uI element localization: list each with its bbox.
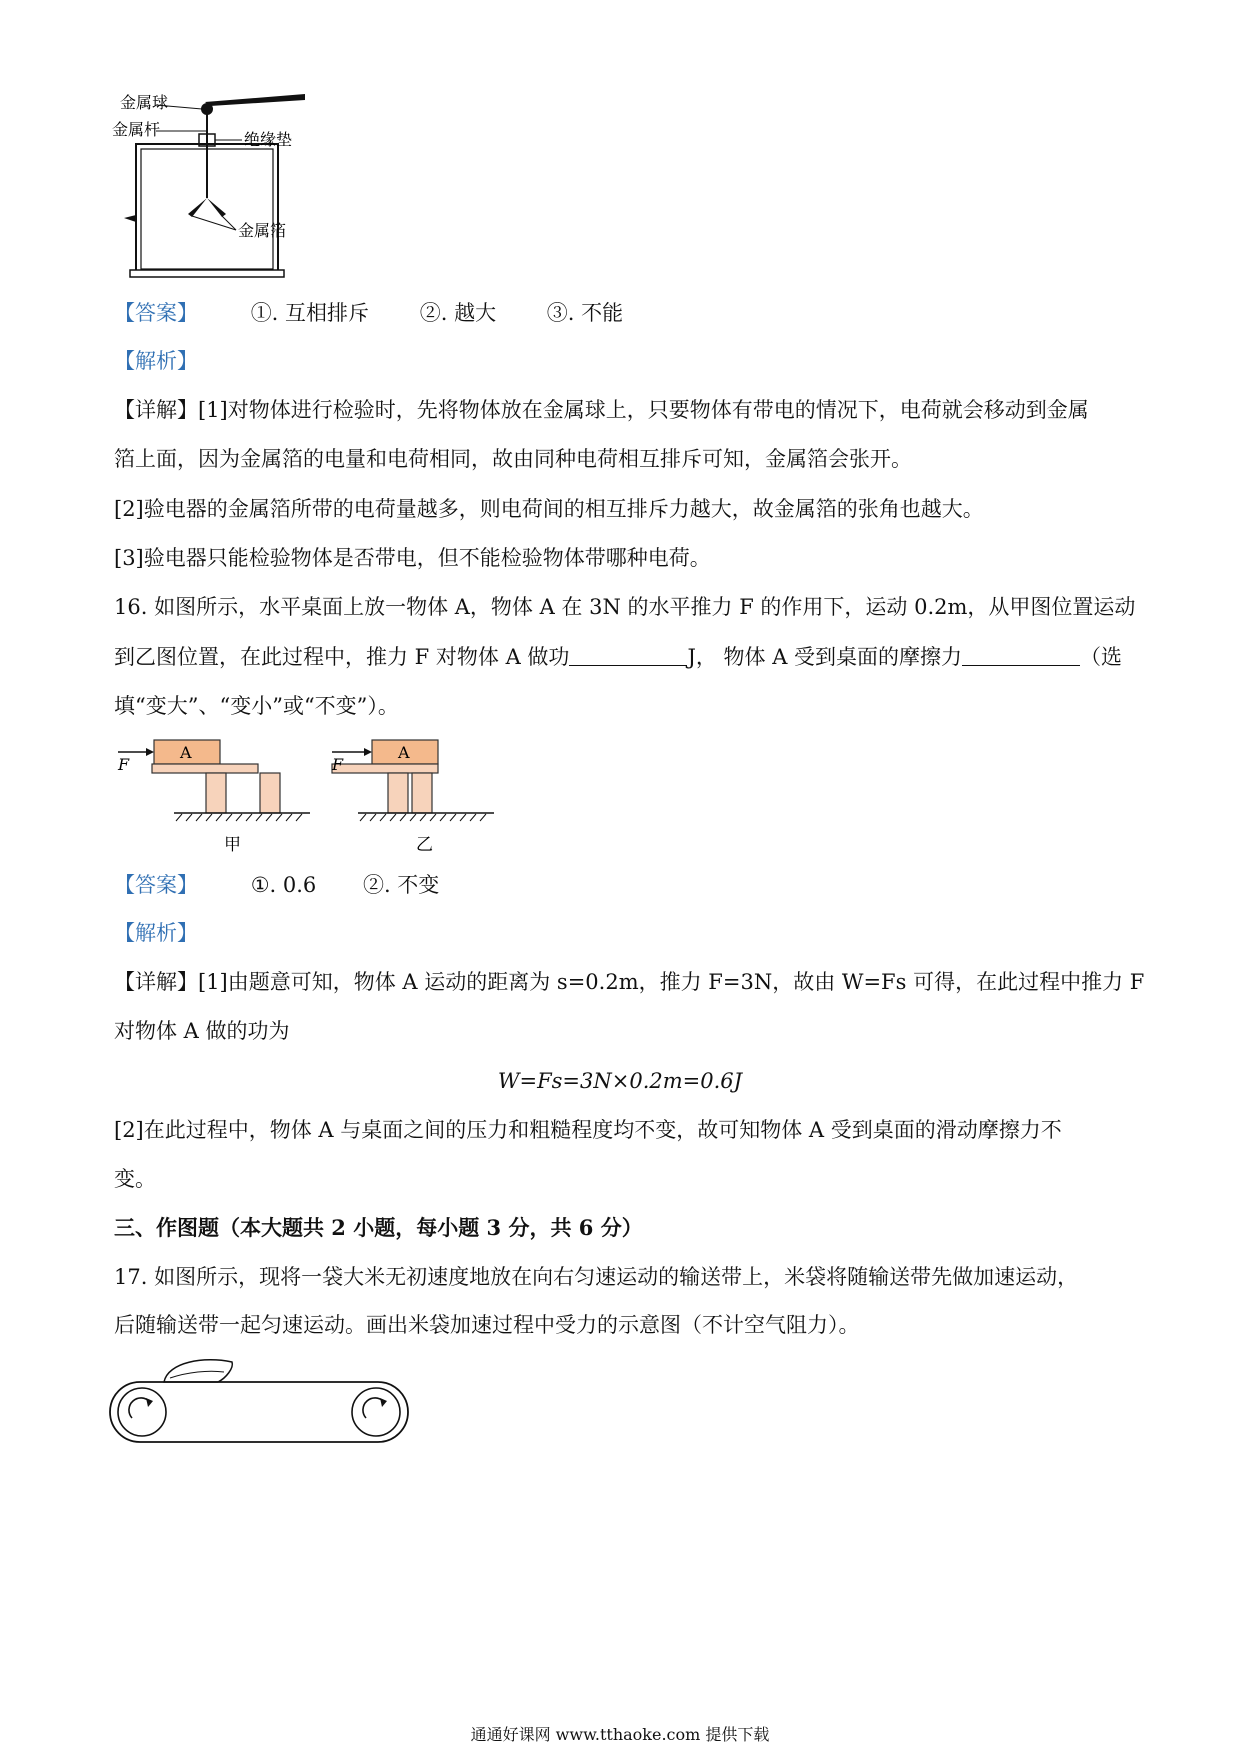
answer-item: ①. 0.6 — [250, 873, 317, 897]
block-label: A — [398, 743, 410, 762]
label-metal-rod: 金属杆 — [112, 120, 161, 139]
detail-text: 变。 — [114, 1167, 156, 1191]
label-metal-foil: 金属箔 — [238, 221, 287, 240]
answer-item: ②. 不变 — [362, 873, 440, 897]
label-insulating-pad: 绝缘垫 — [244, 130, 293, 149]
caption-yi: 乙 — [416, 835, 433, 855]
analysis-tag: 【解析】 — [114, 349, 198, 373]
detail-text: 对物体 A 做的功为 — [114, 1019, 290, 1043]
q16-text-part: （选 — [1080, 645, 1123, 669]
answer-tag: 【答案】 — [114, 301, 198, 325]
q16-text-part: J， 物体 A 受到桌面的摩擦力 — [687, 645, 963, 669]
caption-jia: 甲 — [224, 835, 241, 855]
answer-blank — [569, 645, 687, 666]
block-label: A — [180, 743, 192, 762]
work-formula: W=Fs=3N×0.2m=0.6J — [497, 1069, 743, 1093]
detail-text: 【详解】[1]由题意可知，物体 A 运动的距离为 s=0.2m，推力 F=3N，故由 W=Fs 可得，在此过程中推力 F — [114, 970, 1145, 994]
answer-item: ①. 互相排斥 — [250, 301, 370, 325]
analysis-tag: 【解析】 — [114, 921, 198, 945]
q15-answer-line — [114, 298, 623, 328]
conveyor-belt-figure — [108, 1348, 428, 1448]
detail-text: 【详解】[1]对物体进行检验时，先将物体放在金属球上，只要物体有带电的情况下，电荷就会移动到金属 — [114, 398, 1089, 422]
detail-text: [2]验电器的金属箔所带的电荷量越多，则电荷间的相互排斥力越大，故金属箔的张角也越大。 — [114, 497, 984, 521]
answer-tag: 【答案】 — [114, 873, 198, 897]
q16-question-text: 16. 如图所示，水平桌面上放一物体 A，物体 A 在 3N 的水平推力 F 的作用下，运动 0.2m，从甲图位置运动 — [114, 595, 1136, 619]
detail-text: [3]验电器只能检验物体是否带电，但不能检验物体带哪种电荷。 — [114, 546, 711, 570]
q17-question-text: 17. 如图所示，现将一袋大米无初速度地放在向右匀速运动的输送带上，米袋将随输送带先做加速运动， — [114, 1265, 1079, 1289]
footer-source: 通通好课网 www.tthaoke.com 提供下载 — [470, 1725, 770, 1744]
panel-jia — [117, 740, 310, 855]
q16-table-figure — [110, 730, 510, 855]
q16-question-text — [114, 642, 1122, 672]
q16-answer-line — [114, 870, 439, 900]
answer-item: ②. 越大 — [419, 301, 497, 325]
label-metal-ball: 金属球 — [120, 93, 169, 112]
electroscope-figure — [110, 90, 340, 290]
answer-item: ③. 不能 — [546, 301, 624, 325]
force-label: F — [332, 755, 344, 774]
q16-text-part: 到乙图位置，在此过程中，推力 F 对物体 A 做功 — [114, 645, 570, 669]
section-heading: 三、作图题（本大题共 2 小题，每小题 3 分，共 6 分） — [114, 1215, 643, 1240]
detail-text: [2]在此过程中，物体 A 与桌面之间的压力和粗糙程度均不变，故可知物体 A 受到桌面的滑动摩擦力不 — [114, 1118, 1062, 1142]
q17-question-text: 后随输送带一起匀速运动。画出米袋加速过程中受力的示意图（不计空气阻力）。 — [114, 1313, 860, 1337]
panel-yi — [331, 740, 494, 855]
detail-text: 箔上面，因为金属箔的电量和电荷相同，故由同种电荷相互排斥可知，金属箔会张开。 — [114, 447, 912, 471]
force-label: F — [118, 755, 130, 774]
q16-question-text: 填“变大”、“变小”或“不变”）。 — [114, 694, 399, 718]
answer-blank — [962, 645, 1080, 666]
